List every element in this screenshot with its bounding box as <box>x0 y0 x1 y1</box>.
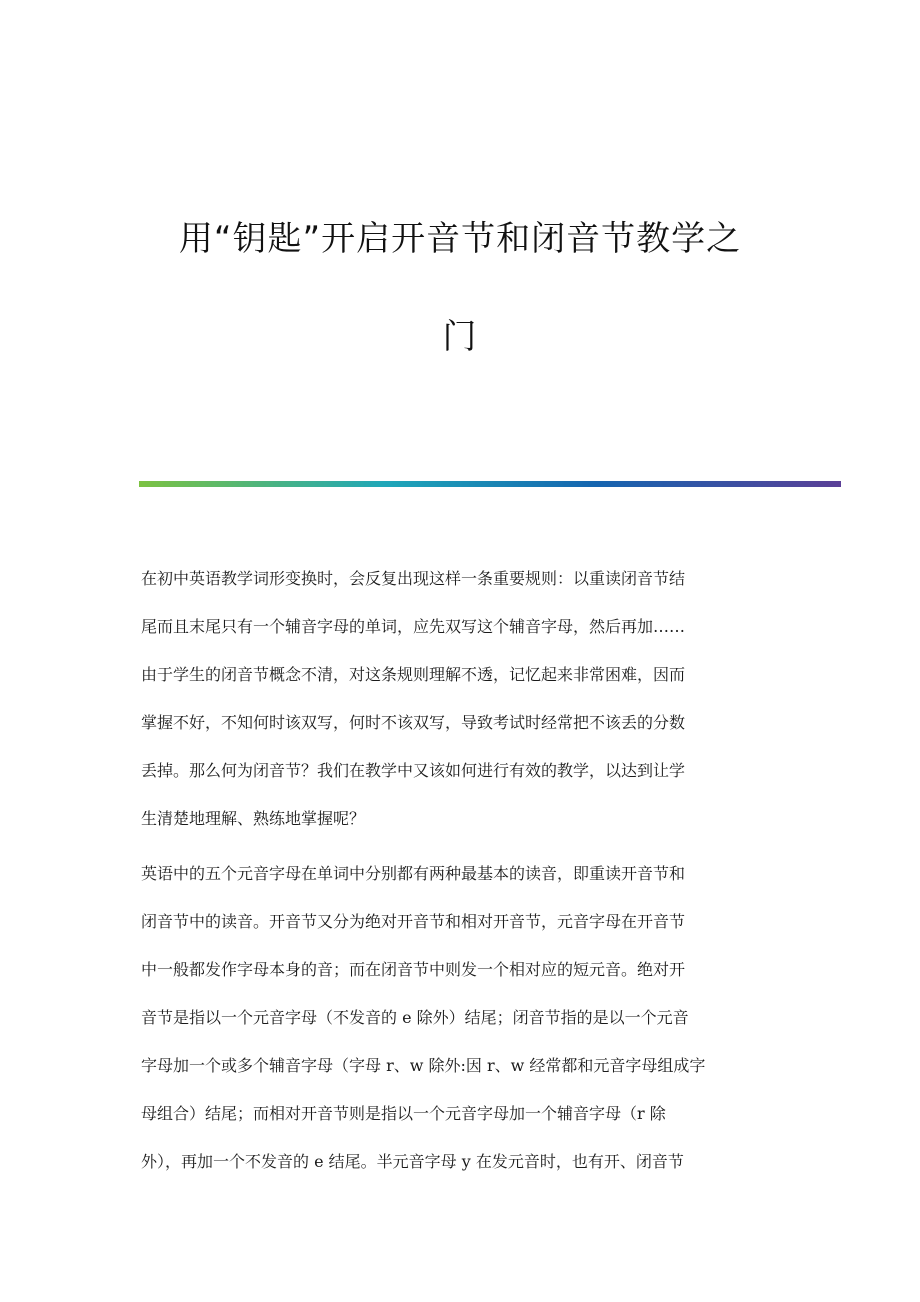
paragraph-line: 在初中英语教学词形变换时，会反复出现这样一条重要规则：以重读闭音节结 <box>141 569 686 588</box>
paragraph-line: 由于学生的闭音节概念不清，对这条规则理解不透，记忆起来非常困难，因而 <box>141 665 686 684</box>
document-title-line-1: 用“钥匙”开启开音节和闭音节教学之 <box>178 219 742 259</box>
paragraph-line: 尾而且末尾只有一个辅音字母的单词，应先双写这个辅音字母，然后再加…… <box>141 617 686 636</box>
body-paragraph-1 <box>141 571 781 859</box>
paragraph-line: 闭音节中的读音。开音节又分为绝对开音节和相对开音节，元音字母在开音节 <box>141 912 686 931</box>
paragraph-line: 英语中的五个元音字母在单词中分别都有两种最基本的读音，即重读开音节和 <box>141 864 686 883</box>
document-title-line-2: 门 <box>442 317 478 357</box>
paragraph-line: 掌握不好，不知何时该双写，何时不该双写，导致考试时经常把不该丢的分数 <box>141 713 686 732</box>
paragraph-line: 生清楚地理解、熟练地掌握呢？ <box>141 809 366 828</box>
body-paragraph-2 <box>141 866 781 1202</box>
paragraph-line: 丢掉。那么何为闭音节？我们在教学中又该如何进行有效的教学，以达到让学 <box>141 761 686 780</box>
paragraph-line: 中一般都发作字母本身的音；而在闭音节中则发一个相对应的短元音。绝对开 <box>141 960 686 979</box>
title-divider-rule <box>139 481 841 487</box>
paragraph-line: 音节是指以一个元音字母（不发音的 e 除外）结尾；闭音节指的是以一个元音 <box>141 1008 689 1027</box>
paragraph-line: 字母加一个或多个辅音字母（字母 r、w 除外:因 r、w 经常都和元音字母组成字 <box>141 1056 706 1075</box>
paragraph-line: 外），再加一个不发音的 e 结尾。半元音字母 y 在发元音时，也有开、闭音节 <box>141 1152 684 1171</box>
paragraph-line: 母组合）结尾；而相对开音节则是指以一个元音字母加一个辅音字母（r 除 <box>141 1104 666 1123</box>
